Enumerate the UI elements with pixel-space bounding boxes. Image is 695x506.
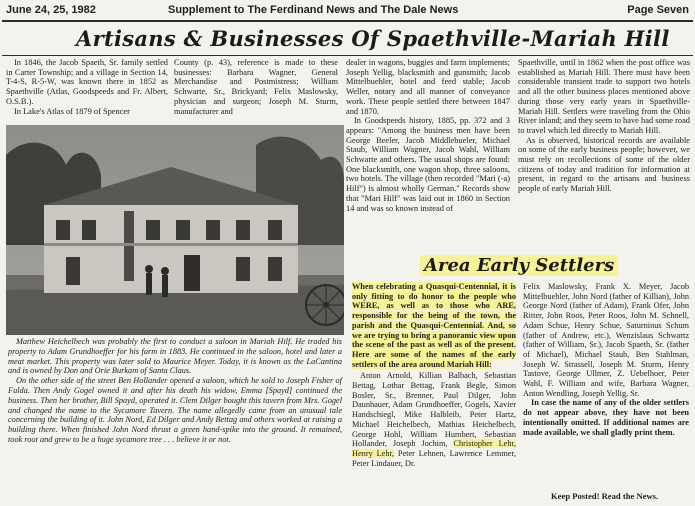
settlers-column-2 (523, 282, 689, 437)
settler-names-c: Felix Maslowsky, Frank X. Meyer, Jacob Mittelbuehler, John Nord (father of Killian), John George Nord (father of Adam), Frank Ofer, John Ritter, John Roos, Peter Roos, John M. Schnell, Adam Schue, Henry Schue, Saturninus Schum (father of Andrew, etc.), Wenzislaus Schwartz (father of William, Sr.), Jacob Spaeth, Sr. (father of Michael), Michael Staub, Ben Stahlman, Joseph W. Strassell, Joseph M. Sturm, Henry Tastove, George Ullmer, Z. Uebelhoer, Peter Wahl, F. William and wife, Barbara Wagner, Anton Wendling, Joseph Yellig, Sr. (523, 282, 689, 398)
article-column-2 (174, 58, 338, 116)
support-line: Keep Posted! Read the News. (551, 491, 659, 501)
article-paragraph: Spaethville, until in 1862 when the post office was established as Mariah Hill. There must have been considerable transient trade to support two hotels and all the other business places mentioned above during those very early years in Spaethville-Mariah Hill. Settlers were traveling from the Ohio River inland; and they seem to have had some road to travel which led directly to Mariah Hill. (518, 58, 690, 135)
article-paragraph: County (p. 43), reference is made to these businesses: Barbara Wagner, General Merchandise and Postmistress; William Schwarte, Sr., Brickyard; Felix Maslowsky, physician and surgeon; Joseph M. Sturm, manufacturer and (174, 58, 338, 116)
headline-rule (2, 55, 693, 56)
settlers-heading: Area Early Settlers (420, 255, 618, 276)
settlers-column-1 (352, 282, 516, 468)
article-paragraph: dealer in wagons, buggies and farm implements; Joseph Yellig, blacksmith and gunsmith; Jacob Mittelbuehler, hotel and feed stable; Jacob Weller, notary and all manner of conveyance work. These people settled there between 1847 and 1870. (346, 58, 510, 116)
highlighted-intro: When celebrating a Quasqui-Centennial, it is only fitting to do honor to the people who WERE, as well as to those who ARE, responsible for the being of the town, the parish and the Quasqui-Centennial. And, so we are trying to bring a panoramic view upon the scene of the past as well as of the present. Here are some of the names of the early settlers of the area around Mariah Hill: (352, 282, 516, 369)
highlighted-names: Christopher Lehr, Henry Lehr, (352, 439, 516, 458)
article-column-3 (346, 58, 510, 213)
settlers-intro (352, 282, 516, 369)
masthead (0, 0, 695, 22)
caption-paragraph: On the other side of the street Ben Hollander opened a saloon, which he sold to Joseph Fisher of Fulda. Then Andy Gogel owned it and after his death his widow, Emma [Spayd] continued the business. Then her brother, Bill Spayd, operated it. Clem Dilger bought this tavern from Mrs. Gogel and changed the name to the Sycamore Tavern. The name allegedly came from an unusual tale concerning the building of it. John Nord, Ed Dilger and Andy Bettag and others worked at raising a building there. When finished John Nord thrust a green hand-spike into the ground. It remained, took root and grew to be a huge sycamore tree . . . believe it or not. (8, 376, 342, 444)
settler-names-a: Anton Arnold, Killian Balbach, Sebastian Bettag, Lothar Bettag, Frank Begle, Simon Bosler, Sr., Brenner, Paul Dilger, John Daunhauer, Adam Grundhoeffer, Gogels, Xavier Handschiegl, Mike Halbleib, Peter Hartz, Michael Heichelbech, Mathias Heichelbech, George Hohl, William Humbert, Sebastian Hollander, Joseph Jochim, (352, 371, 516, 449)
settlers-names (352, 371, 516, 468)
masthead-rule (2, 20, 693, 22)
article-paragraph: As is observed, historical records are available on some of the early business people; however, we must rely on recollections of some of the older citizens of today and tradition for information at present, in regard to the artisans and business people of early Mariah Hill. (518, 135, 690, 194)
article-headline: Artisans & Businesses Of Spaethville-Mariah Hill (76, 26, 670, 51)
settler-names-b: Peter Lehnen, Lawrence Lemmer, Peter Lindauer, Dr. (352, 448, 516, 468)
article-paragraph: In Goodspeeds history, 1885, pp. 372 and 3 appears: "Among the business men have been George Beeler, Jacob Middlebueler, Michael Staub, William Wagner, Jacob Wahl, William Schwarte and others. The usual shops are found: One blacksmith, one wagon shop, three saloons, two hotels. The village (then recorded "Mari (-a) Hilf") is almost wholly German." Records show that "Mari Hilf" was laid out in 1860 in Section 14 and was so known instead of (346, 116, 510, 213)
publication-name: Supplement to The Ferdinand News and The Dale News (168, 4, 459, 16)
page-number: Page Seven (627, 4, 689, 16)
caption-paragraph: Matthew Heichelbech was probably the first to conduct a saloon in Mariah Hilf. He traded his property to Adam Grundhoeffer for his farm in 1883. He continued in the saloon, hotel and later a meat market. This property was later sold to Maurice Meyer. Today, it is known as the LaCantina and is owned by Don and Orie Burkam of Santa Claus. (8, 337, 342, 376)
article-column-1 (6, 58, 168, 116)
settlers-closing: In case the name of any of the older settlers do not appear above, they have not been intentionally omitted. If additional names are made available, we shall gladly print them. (523, 398, 689, 437)
article-paragraph: In 1846, the Jacob Spaeth, Sr. family settled in Carter Township; and a village in Section 14, T-4-S, R-5-W, was known there in 1852 as Spaethville (Atlas, Goodspeeds and Fr. Albert, O.S.B.). (6, 58, 168, 106)
photo-caption (8, 337, 342, 445)
historic-building-photo (6, 125, 344, 335)
article-paragraph: In Lake's Atlas of 1879 of Spencer (14, 106, 130, 116)
issue-date: June 24, 25, 1982 (6, 4, 96, 16)
article-column-4 (518, 58, 690, 194)
